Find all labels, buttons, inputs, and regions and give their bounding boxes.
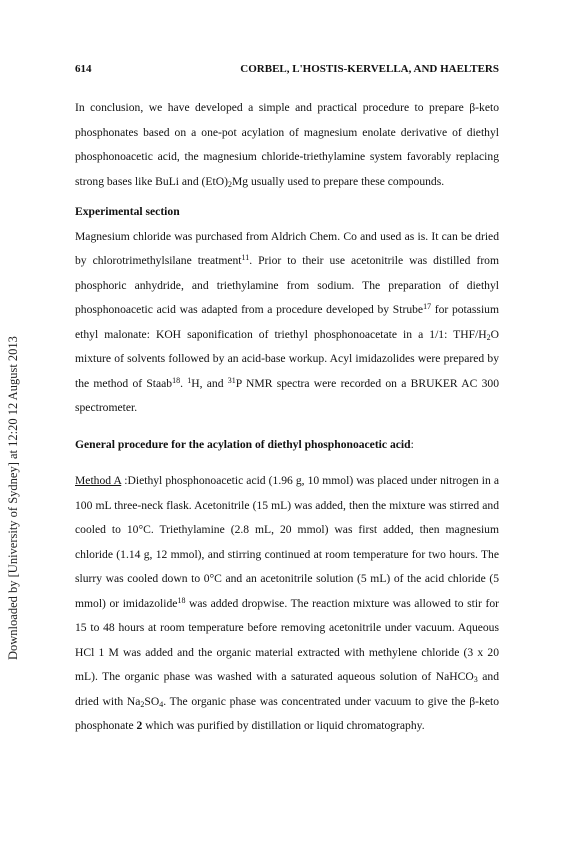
reference-superscript: 18 xyxy=(172,375,181,385)
paper-page xyxy=(75,62,499,739)
download-watermark xyxy=(6,240,24,660)
experimental-paragraph: Magnesium chloride was purchased from Aldrich Chem. Co and used as is. It can be dried by chlorotrimethylsilane treatment$^{11}$. Prior to their use acetonitrile was distilled from phosphoric anhydride, and triethylamine from sodium. The preparation of diethyl phosphonoacetic acid was adapted from a procedure developed by Strube$^{17}$ for potassium ethyl malonate: KOH saponification of triethyl phosphonoacetate in a 1/1: THF/$H_2O$ mixture of solvents followed by an acid-base workup. Acyl imidazolides were prepared by the method of Staab$^{18}$. $^1$H, and $^{31}$P NMR spectra were recorded on a BRUKER AC 300 spectrometer. xyxy=(75,229,499,414)
reference-superscript: 18 xyxy=(177,595,186,605)
download-note: Downloaded by [University of Sydney] at 12:20 12 August 2013 xyxy=(6,336,20,660)
general-procedure-heading: General procedure for the acylation of diethyl phosphonoacetic acid: xyxy=(75,437,414,451)
running-title: CORBEL, L'HOSTIS-KERVELLA, AND HAELTERS xyxy=(240,63,499,75)
reference-superscript: 17 xyxy=(423,302,432,311)
experimental-heading: Experimental section xyxy=(75,205,180,218)
compound-number: 2 xyxy=(136,719,143,732)
method-a-paragraph: Method A :Diethyl phosphonoacetic acid (1.96 g, 10 mmol) was placed under nitrogen in a 100 mL three-neck flask. Acetonitrile (15 mL) was added, then the mixture was stirred and cooled to 10°C. Triethylamine (2.8 mL, 20 mmol) was first added, then magnesium chloride (1.14 g, 12 mmol), and stirring continued at room temperature for two hours. The slurry was cooled down to 0°C and an acetonitrile solution (5 mL) of the acid chloride (5 mmol) or imidazolide$^{18}$ was added dropwise. The reaction mixture was allowed to stir for 15 to 48 hours at room temperature before removing acetonitrile under vacuum. Aqueous HCl 1 M was added and the organic material extracted with methylene chloride (3 x 20 mL). The organic phase was washed with a saturated aqueous solution of NaHCO$_3$ and dried with $Na_2SO_4$. The organic phase was concentrated under vacuum to give the β-keto phosphonate 2 which was purified by distillation or liquid chromatography. xyxy=(75,474,499,732)
conclusion-paragraph: In conclusion, we have developed a simple and practical procedure to prepare β-keto phosphonates based on a one-pot acylation of magnesium enolate derivative of diethyl phosphonoacetic acid, the magnesium chloride-triethylamine system favorably replacing strong bases like BuLi and $(EtO)_2Mg$ usually used to prepare these compounds. xyxy=(75,101,499,189)
page-number: 614 xyxy=(75,63,92,75)
reference-superscript: 11 xyxy=(241,253,250,262)
page-header xyxy=(75,62,499,76)
method-a-label: Method A xyxy=(75,474,122,487)
